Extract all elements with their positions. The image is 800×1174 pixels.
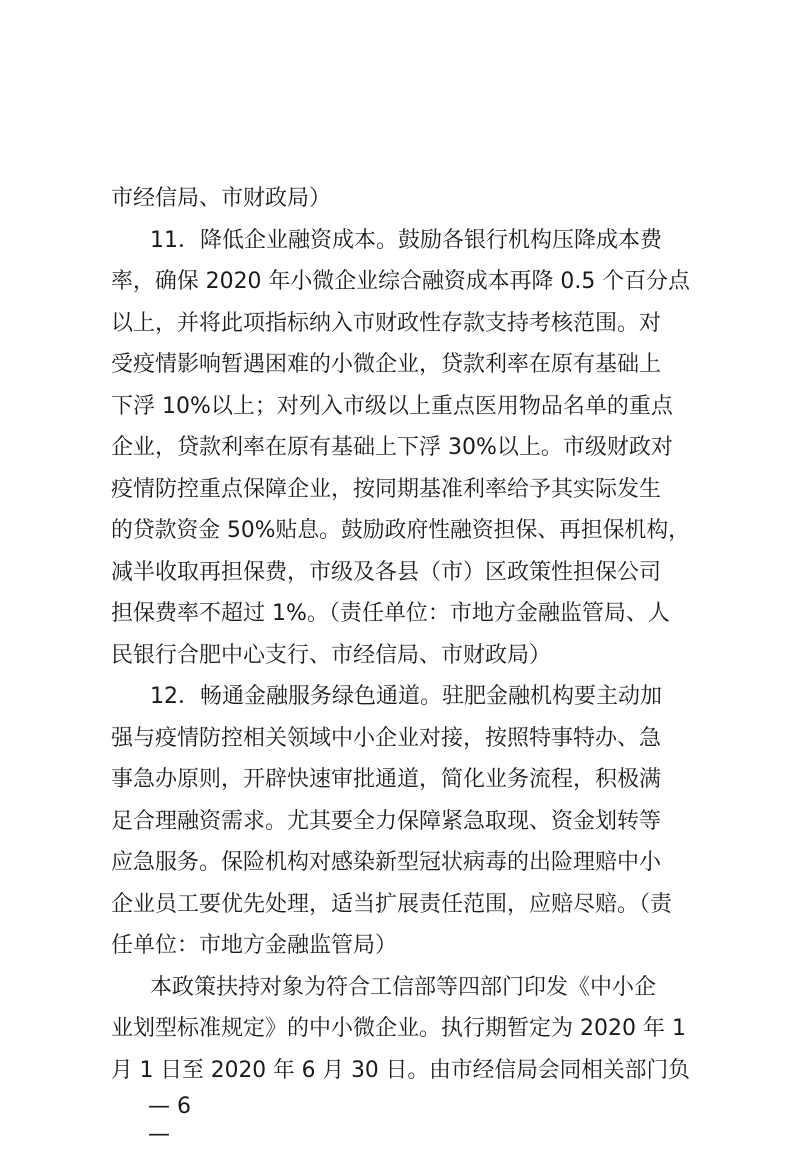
text-line: [0, 276, 800, 336]
text-line-content: 企业，贷款利率在原有基础上下浮 30%以上。市级财政对: [111, 435, 673, 460]
text-line: [0, 151, 800, 211]
text-line-content: 市经信局、市财政局）: [111, 186, 332, 211]
text-line: [0, 234, 800, 294]
text-line-content: 强与疫情防控相关领域中小企业对接，按照特事特办、急: [111, 726, 662, 751]
text-line: [0, 898, 800, 958]
text-line-content: 率，确保 2020 年小微企业综合融资成本再降 0.5 个百分点: [111, 269, 690, 294]
text-line: [0, 981, 800, 1041]
text-line: [0, 317, 800, 377]
text-line-content: 12．畅通金融服务绿色通道。驻肥金融机构要主动加: [150, 684, 662, 709]
text-line: [0, 857, 800, 917]
text-line: [0, 442, 800, 502]
text-line-content: 下浮 10%以上；对列入市级以上重点医用物品名单的重点: [111, 394, 673, 419]
text-line-content: 应急服务。保险机构对感染新型冠状病毒的出险理赔中小: [111, 850, 662, 875]
text-line-content: 减半收取再担保费，市级及各县（市）区政策性担保公司: [111, 560, 662, 585]
text-line-content: 以上，并将此项指标纳入市财政性存款支持考核范围。对: [111, 311, 662, 336]
text-line: [0, 359, 800, 419]
text-line-content: 11．降低企业融资成本。鼓励各银行机构压降成本费: [150, 228, 662, 253]
text-line: [0, 732, 800, 792]
closing-paragraph-first-line: [0, 940, 800, 1000]
text-line-content: 的贷款资金 50%贴息。鼓励政府性融资担保、再担保机构，: [111, 518, 691, 543]
text-line: [0, 774, 800, 834]
text-line: [0, 525, 800, 585]
text-line: [0, 566, 800, 626]
text-line: [0, 483, 800, 543]
text-line: [0, 608, 800, 668]
paragraph-11-first-line: [0, 193, 800, 253]
text-line-content: 担保费率不超过 1%。（责任单位：市地方金融监管局、人: [111, 601, 670, 626]
text-line: [0, 691, 800, 751]
text-line: [0, 400, 800, 460]
text-line: [0, 1023, 800, 1083]
text-line-content: 民银行合肥中心支行、市经信局、市财政局）: [111, 643, 552, 668]
text-line-content: 受疫情影响暂遇困难的小微企业，贷款利率在原有基础上: [111, 352, 662, 377]
text-line-content: 月 1 日至 2020 年 6 月 30 日。由市经信局会同相关部门负: [111, 1058, 691, 1083]
page-number-line-2: —: [147, 1122, 170, 1147]
text-line-content: 业划型标准规定》的中小微企业。执行期暂定为 2020 年 1: [111, 1016, 686, 1041]
page-number-line-1: — 6: [147, 1094, 191, 1119]
page-number-dash: [120, 1096, 170, 1174]
text-line-content: 事急办原则，开辟快速审批通道，简化业务流程，积极满: [111, 767, 662, 792]
text-line-content: 企业员工要优先处理，适当扩展责任范围，应赔尽赔。（责: [111, 892, 673, 917]
text-line-content: 任单位：市地方金融监管局）: [111, 933, 398, 958]
text-line: [0, 815, 800, 875]
text-line-content: 足合理融资需求。尤其要全力保障紧急取现、资金划转等: [111, 809, 662, 834]
text-line-content: 本政策扶持对象为符合工信部等四部门印发《中小企: [150, 975, 657, 1000]
paragraph-12-first-line: [0, 649, 800, 709]
text-line-content: 疫情防控重点保障企业，按同期基准利率给予其实际发生: [111, 477, 662, 502]
